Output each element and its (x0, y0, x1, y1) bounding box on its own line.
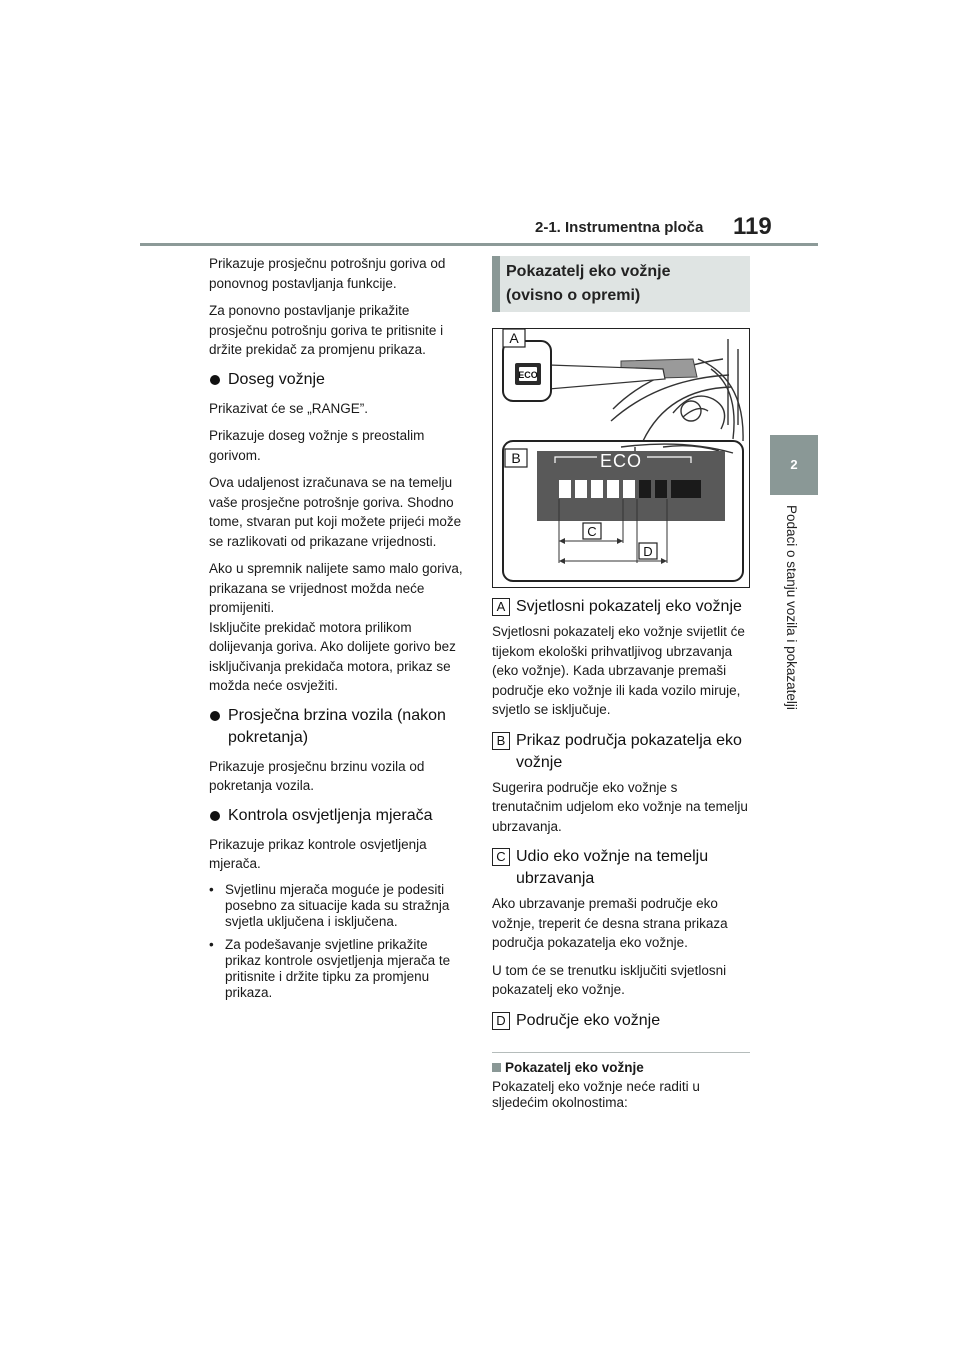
callout-letter-box: B (492, 732, 510, 750)
callout-b-body: Sugerira područje eko vožnje s trenutačnim udjelom eko vožnje na temelju ubrzavanja. (492, 779, 748, 834)
callout-letter-box: A (492, 598, 510, 616)
callout-title: Udio eko vožnje na temelju ubrzavanja (516, 848, 709, 887)
light-list (209, 882, 464, 1001)
light-heading (209, 805, 464, 827)
note-body: Pokazatelj eko vožnje neće raditi u sljedećim okolnostima: (492, 1078, 700, 1110)
note-heading (492, 1059, 750, 1077)
header-rule (140, 243, 818, 246)
section-heading-line-1: Pokazatelj eko vožnje (506, 263, 671, 280)
range-heading-label: Doseg vožnje (228, 370, 325, 388)
light-heading-label: Kontrola osvjetljenja mjerača (228, 806, 433, 824)
callout-letter-box: C (492, 848, 510, 866)
dashboard-line-art (611, 339, 743, 457)
bullet-dot-icon (210, 711, 220, 721)
intro-paragraph-2: Za ponovno postavljanje prikažite prosječnu potrošnju goriva te pritisnite i držite prekidač za promjenu prikaza. (209, 303, 444, 357)
eco-badge-text: ECO (518, 370, 538, 380)
bullet-dot-icon (210, 811, 220, 821)
callout-title: Područje eko vožnje (516, 1011, 661, 1029)
figure-label-c: C (587, 524, 597, 539)
range-paragraph-3: Ova udaljenost izračunava se na temelju vaše prosječne potrošnje goriva. Shodno tome, stvaran put koji možete prijeći može se razlikovati od prikazane vrijednosti. (209, 475, 462, 549)
callout-b (492, 730, 750, 774)
callout-c-body-2: U tom će se trenutku isključiti svjetlosni pokazatelj eko vožnje. (492, 962, 727, 997)
callout-title: Svjetlosni pokazatelj eko vožnje (516, 598, 742, 615)
callout-d (492, 1010, 750, 1032)
list-item-text: Za podešavanje svjetline prikažite prikaz kontrole osvjetljenja mjerača te pritisnite i držite tipku za promjenu prikaza. (225, 936, 451, 1000)
right-column (492, 256, 750, 1111)
figure-label-a: A (509, 330, 519, 346)
range-heading (209, 369, 464, 391)
list-item (209, 937, 464, 1001)
callout-title: Prikaz područja pokazatelja eko vožnje (516, 731, 742, 771)
list-bullet: • (209, 936, 214, 952)
note-square-icon (492, 1063, 501, 1072)
eco-bar-title: ECO (599, 451, 643, 471)
note-heading-label: Pokazatelj eko vožnje (505, 1059, 644, 1075)
list-item-text: Svjetlinu mjerača moguće je podesiti posebno za situacije kada su stražnja svjetla uključena i isključena. (225, 881, 450, 929)
range-paragraph-4a: Ako u spremnik nalijete samo malo goriva, prikazana se vrijednost možda neće promijeniti. (209, 561, 463, 615)
range-paragraph-1: Prikazivat će se „RANGE”. (209, 400, 369, 416)
figure-label-d: D (643, 544, 653, 559)
speed-heading-label: Prosječna brzina vozila (nakon pokretanja) (228, 706, 446, 746)
callout-c (492, 846, 750, 890)
section-title: 2-1. Instrumentna ploča (535, 219, 704, 236)
callout-c-body-1: Ako ubrzavanje premaši područje eko vožnje, treperit će desna strana prikaza područja pokazatelja eko vožnje. (492, 896, 728, 950)
range-paragraph-2: Prikazuje doseg vožnje s preostalim gorivom. (209, 428, 425, 463)
chapter-tab (770, 435, 818, 495)
section-heading (506, 260, 671, 308)
eco-bar-segments (559, 480, 701, 498)
eco-figure-illustration (493, 329, 749, 587)
list-bullet: • (209, 881, 214, 897)
chapter-title: Podaci o stanju vozila i pokazatelji (784, 505, 799, 710)
page-number: 119 (733, 213, 772, 240)
section-heading-box (492, 256, 750, 312)
speed-paragraph-1: Prikazuje prosječnu brzinu vozila od pokretanja vozila. (209, 758, 425, 793)
list-item (209, 882, 464, 930)
intro-paragraph-1: Prikazuje prosječnu potrošnju goriva od ponovnog postavljanja funkcije. (209, 256, 446, 291)
chapter-title-vertical (778, 505, 808, 745)
callout-letter-box: D (492, 1012, 510, 1030)
figure-label-b: B (511, 450, 521, 466)
speed-heading (209, 705, 464, 749)
callout-wedge (549, 365, 665, 389)
chapter-number: 2 (790, 457, 798, 472)
bullet-dot-icon (210, 375, 220, 385)
callout-a (492, 596, 750, 618)
eco-indicator-figure (492, 328, 750, 588)
note-divider (492, 1052, 750, 1053)
light-paragraph-1: Prikazuje prikaz kontrole osvjetljenja mjerača. (209, 836, 427, 871)
callout-a-body: Svjetlosni pokazatelj eko vožnje svijetlit će tijekom ekološki prihvatljivog ubrzavanja (eko vožnje). Kada ubrzavanje premaši područje eko vožnje ili kada vozilo miruje, svjetlo se isključuje. (492, 624, 745, 717)
section-heading-line-2: (ovisno o opremi) (506, 287, 641, 304)
left-column (209, 254, 464, 1008)
range-paragraph-4b: Isključite prekidač motora prilikom dolijevanja goriva. Ako dolijete gorivo bez isključivanja prekidača motora, prikaz se možda neće osvježiti. (209, 619, 456, 693)
